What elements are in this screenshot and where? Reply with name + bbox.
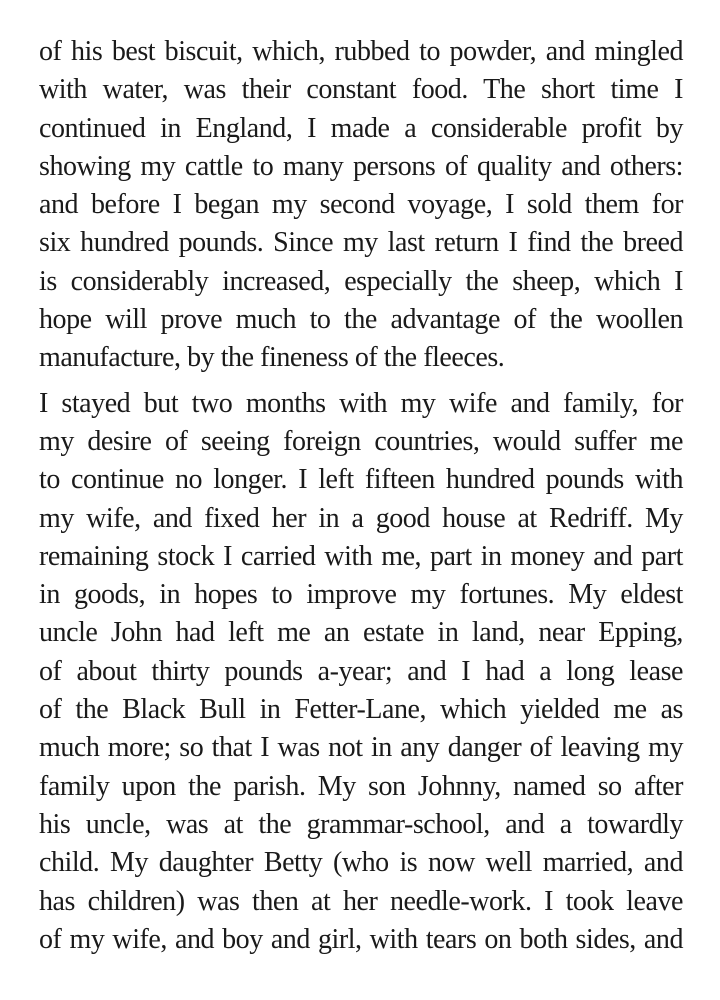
text-line: in goods, in hopes to improve my fortunes. My eldest — [39, 579, 683, 611]
text-line: of my wife, and boy and girl, with tears on both sides, and — [39, 923, 683, 955]
text-line: his uncle, was at the grammar-school, and a towardly — [39, 808, 683, 840]
text-line: six hundred pounds. Since my last return I find the breed — [39, 227, 683, 259]
text-line: of about thirty pounds a-year; and I had a long lease — [39, 655, 683, 687]
text-line: I stayed but two months with my wife and family, for — [39, 387, 683, 419]
text-line: continued in England, I made a considerable profit by — [39, 112, 683, 144]
text-line: with water, was their constant food. The short time I — [39, 74, 683, 106]
text-line: is considerably increased, especially the sheep, which I — [39, 265, 683, 297]
text-line: remaining stock I carried with me, part in money and part — [39, 540, 683, 572]
text-line: and before I began my second voyage, I sold them for — [39, 189, 683, 221]
text-line: child. My daughter Betty (who is now well married, and — [39, 847, 683, 879]
text-line: manufacture, by the fineness of the fleeces. — [39, 342, 505, 374]
text-line: uncle John had left me an estate in land, near Epping, — [39, 617, 683, 649]
text-line: showing my cattle to many persons of quality and others: — [39, 150, 683, 182]
text-line: to continue no longer. I left fifteen hundred pounds with — [39, 464, 683, 496]
paragraph — [39, 33, 683, 378]
text-line: has children) was then at her needle-work. I took leave — [39, 885, 683, 917]
text-line: my wife, and fixed her in a good house at Redriff. My — [39, 502, 683, 534]
text-line: of his best biscuit, which, rubbed to powder, and mingled — [39, 36, 683, 67]
paragraph — [39, 385, 683, 959]
text-line: much more; so that I was not in any danger of leaving my — [39, 732, 683, 764]
text-line: of the Black Bull in Fetter-Lane, which yielded me as — [39, 694, 683, 726]
text-line: hope will prove much to the advantage of the woollen — [39, 304, 683, 336]
text-line: family upon the parish. My son Johnny, named so after — [39, 770, 683, 802]
text-line: my desire of seeing foreign countries, would suffer me — [39, 425, 683, 457]
